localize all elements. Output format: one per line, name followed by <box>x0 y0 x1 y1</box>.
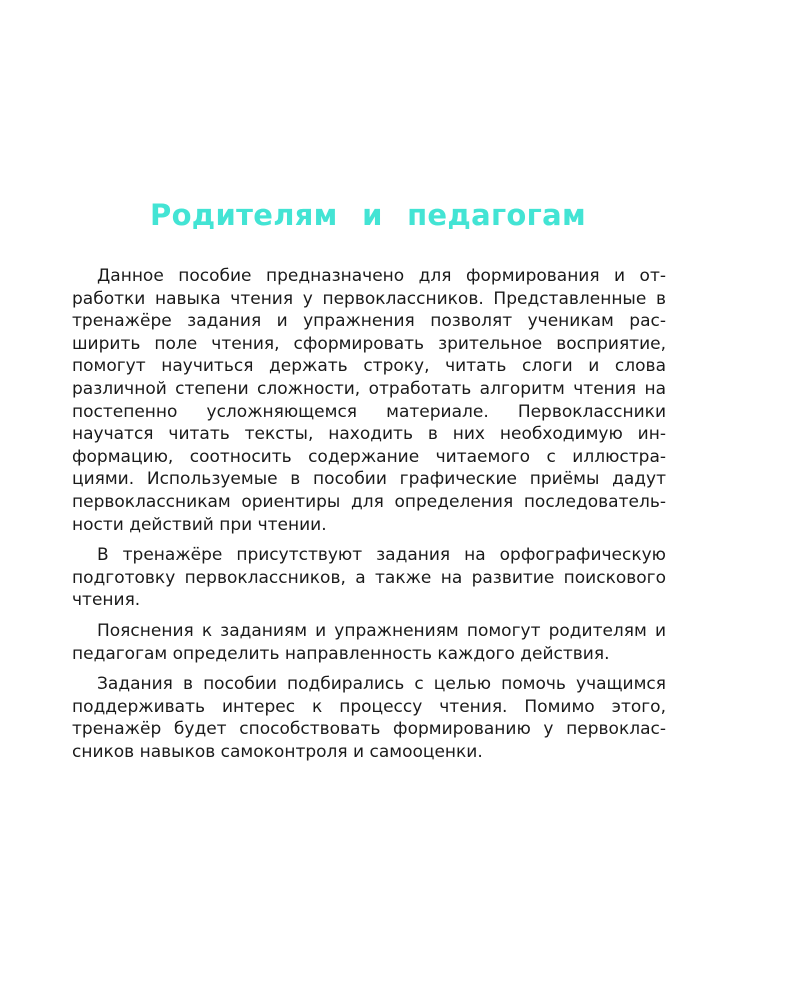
page-title: Родителям и педагогам <box>150 198 586 232</box>
paragraph-tasks: В тренажёре присутствуют задания на орфографическую подготовку первоклассников, а также на развитие поискового чтения. <box>72 545 666 611</box>
body-text <box>72 265 666 771</box>
paragraph-explanations: Пояснения к заданиям и упражнениям помогут родителям и педагогам определить направленность каждого действия. <box>72 620 666 664</box>
paragraph-intro: Данное пособие предназначено для формирования и отработки навыка чтения у первоклассников. Представленные в тренажёре задания и упражнения позволят ученикам расширить поле чтения, сформировать зрительное восприятие, помогут научиться держать строку, читать слоги и слова различной степени сложности, отработать алгоритм чтения на постепенно усложняющемся материале. Первоклассники научатся читать тексты, находить в них необходимую информацию, соотносить содержание читаемого с иллюстрациями. Используемые в пособии графические приёмы дадут первоклассникам ориентиры для определения последовательности действий при чтении. <box>72 266 666 535</box>
paragraph-selection: Задания в пособии подбирались с целью помочь учащимся поддерживать интерес к процессу чтения. Помимо этого, тренажёр будет способствовать формированию у первоклассников навыков самоконтроля и самооценки. <box>72 674 666 762</box>
